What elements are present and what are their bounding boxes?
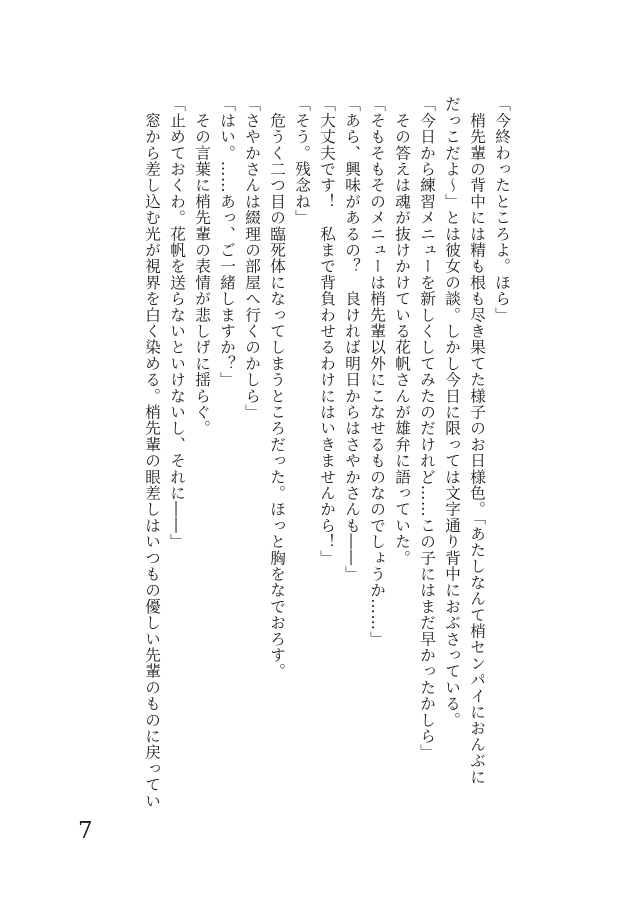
- text-line: 「今日から練習メニューを新しくしてみたのだけれど……この子にはまだ早かったかしら」: [418, 96, 436, 761]
- text-line: 「はい。……あっ、ご一緒しますか？」: [218, 96, 236, 388]
- text-line: 梢先輩の背中には精も根も尽き果てた様子のお日様色。「あたしなんて梢センパイにおんぶに: [468, 96, 486, 785]
- text-line: 窓から差し込む光が視界を白く染める。梢先輩の眼差しはいつもの優しい先輩のものに戻ってい: [143, 96, 161, 809]
- page-number: 7: [78, 818, 93, 844]
- text-line: 「大丈夫です！ 私まで背負わせるわけにはいきませんから！」: [318, 96, 336, 566]
- text-line: 「今終わったところよ。ほら」: [493, 96, 511, 323]
- text-line: 危うく二つ目の臨死体になってしまうところだった。ほっと胸をなでおろす。: [268, 96, 286, 680]
- text-line: その言葉に梢先輩の表情が悲しげに揺らぐ。: [193, 96, 211, 437]
- vertical-text-body: [74, 96, 514, 816]
- text-line: 「そもそもそのメニューは梢先輩以外にこなせるものなのでしょうか……」: [368, 96, 386, 647]
- text-line: 「止めておくわ。花帆を送らないといけないし、それに――」: [168, 96, 186, 550]
- text-line: 「あら、興味があるの？ 良ければ明日からはさやかさんも――」: [343, 96, 361, 582]
- text-line: 「そう。残念ね」: [293, 96, 311, 226]
- text-line: 「さやかさんは綴理の部屋へ行くのかしら」: [243, 96, 261, 420]
- text-line: その答えは魂が抜けかけている花帆さんが雄弁に語っていた。: [393, 96, 411, 566]
- text-line: だっこだよ〜」とは彼女の談。しかし今日に限っては文字通り背中におぶさっている。: [443, 96, 461, 728]
